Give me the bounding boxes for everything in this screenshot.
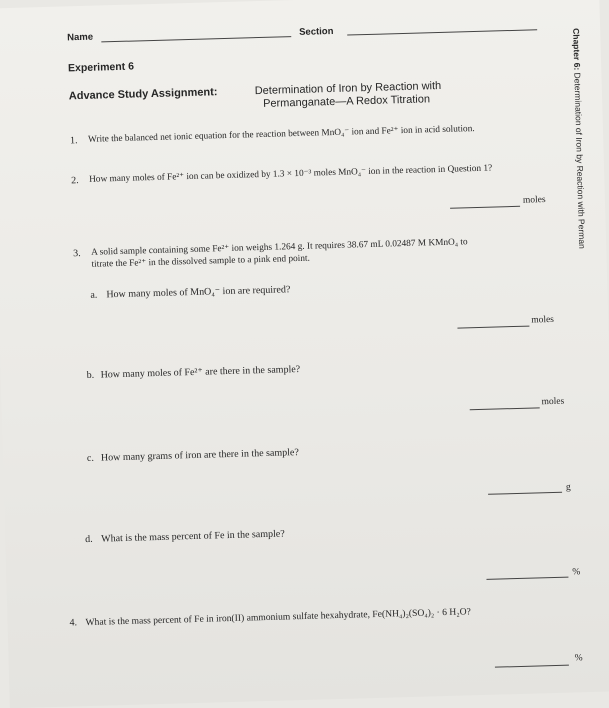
q3a-text: How many moles of MnO₄⁻ ion are required? [106, 284, 291, 301]
q1-number: 1. [69, 135, 78, 147]
name-label: Name [67, 31, 94, 44]
q3b-text: How many moles of Fe²⁺ are there in the sample? [100, 364, 301, 381]
q2-number: 2. [71, 175, 79, 187]
experiment-number: Experiment 6 [67, 60, 135, 75]
q4-text: What is the mass percent of Fe in iron(II) ammonium sulfate hexahydrate, Fe(NH₄)₂(SO₄)₂ · 6 H₂O? [85, 606, 471, 629]
q2-unit: moles [522, 195, 546, 206]
q3a-label: a. [90, 289, 98, 301]
q4-answer-line[interactable] [495, 665, 569, 668]
chapter-title: Determination of Iron by Reaction with Perman [572, 72, 588, 249]
name-field[interactable] [101, 36, 291, 42]
q3c-unit: g [565, 482, 571, 493]
assignment-title-line2: Permanganate—A Redox Titration [262, 93, 431, 110]
section-field[interactable] [347, 29, 537, 35]
assignment-label: Advance Study Assignment: [68, 86, 218, 103]
q4-unit: % [574, 653, 583, 664]
q4-number: 4. [69, 617, 78, 629]
q3-text-line1: A solid sample containing some Fe²⁺ ion weighs 1.264 g. It requires 38.67 mL 0.02487 M KMnO₄ to [91, 237, 468, 258]
chapter-label: Chapter 6: [571, 28, 583, 71]
q3a-answer-line[interactable] [457, 326, 529, 329]
q3b-label: b. [86, 369, 95, 381]
q1-text: Write the balanced net ionic equation for the reaction between MnO₄⁻ ion and Fe²⁺ ion in acid solution. [87, 124, 475, 145]
q3c-answer-line[interactable] [488, 492, 562, 495]
q3d-unit: % [572, 567, 581, 578]
q3d-answer-line[interactable] [486, 577, 568, 580]
q3c-text: How many grams of iron are there in the sample? [100, 447, 300, 464]
q3d-text: What is the mass percent of Fe in the sample? [101, 528, 285, 545]
q2-text: How many moles of Fe²⁺ ion can be oxidized by 1.3 × 10⁻³ moles MnO₄⁻ ion in the reaction in Question 1? [89, 163, 493, 185]
q3a-unit: moles [531, 314, 555, 326]
chapter-side-header [571, 28, 587, 258]
q3d-label: d. [85, 533, 93, 546]
q3b-unit: moles [541, 396, 565, 408]
assignment-title-line1: Determination of Iron by Reaction with [254, 79, 442, 98]
q3c-label: c. [86, 452, 95, 464]
q3-text-line2: titrate the Fe²⁺ in the dissolved sample to a pink end point. [91, 253, 310, 270]
q3-number: 3. [73, 248, 81, 260]
q2-answer-line[interactable] [450, 206, 520, 209]
q3b-answer-line[interactable] [470, 407, 540, 410]
section-label: Section [298, 25, 334, 38]
